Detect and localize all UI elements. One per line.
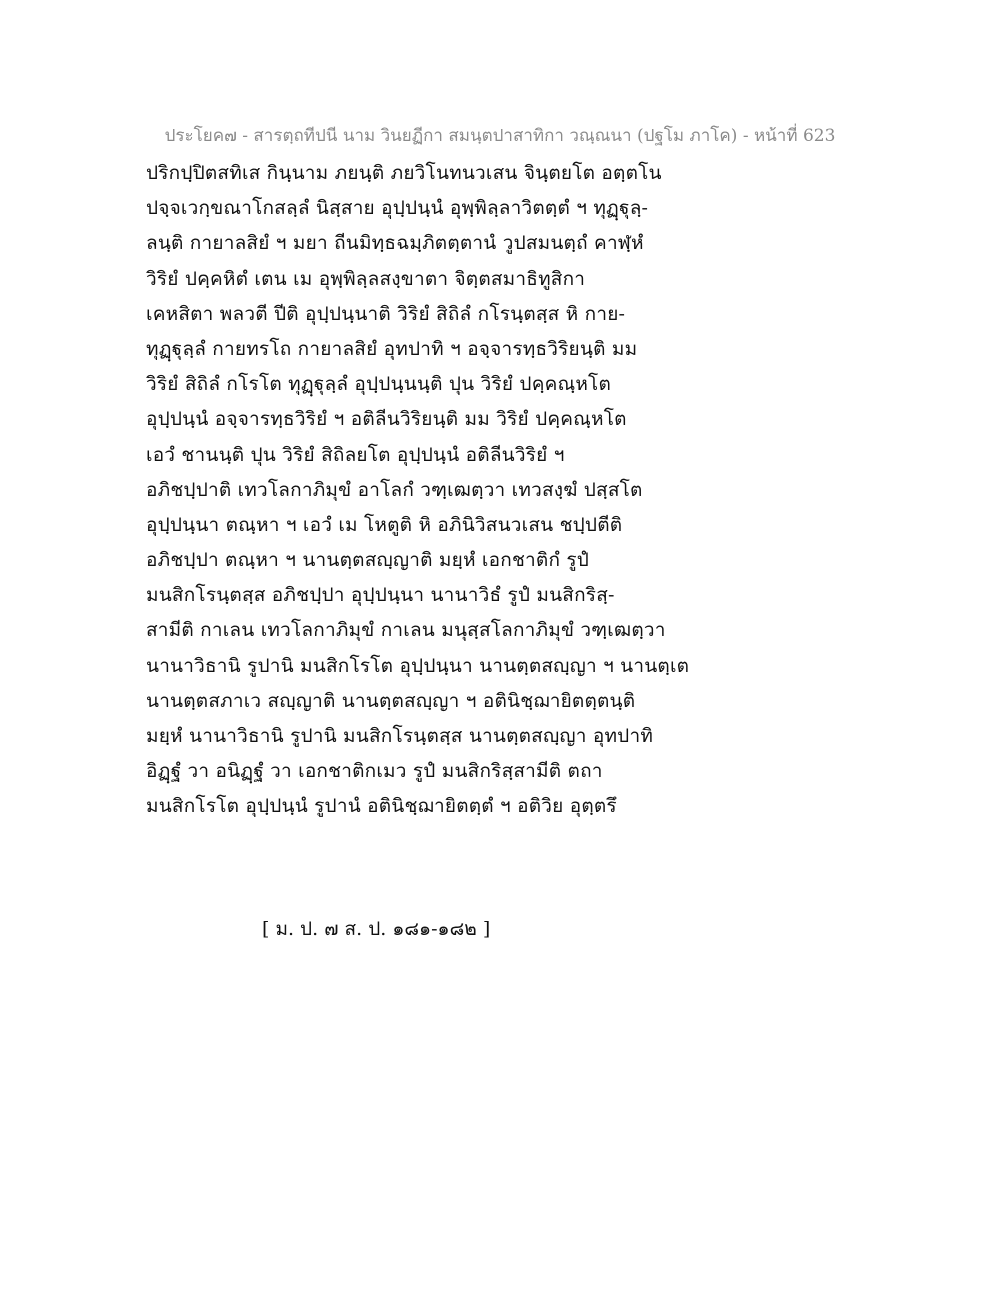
text-line: วิริยํ ปคฺคหิตํ เตน เม อุพฺพิลฺลสงฺขาตา จิตฺตสมาธิทูสิกา [146, 267, 586, 290]
text-line: อภิชปฺปา ตณฺหา ฯ นานตฺตสญฺญาติ มยฺหํ เอกชาติกํ รูปํ [146, 549, 590, 572]
text-line: อุปฺปนฺนา ตณฺหา ฯ เอวํ เม โหตูติ หิ อภินิวิสนวเสน ชปฺปตีติ [146, 513, 623, 536]
text-line: ปจฺจเวกฺขณาโกสลฺลํ นิสฺสาย อุปฺปนฺนํ อุพฺพิลฺลาวิตตฺตํ ฯ ทุฏฺฐุลฺ- [146, 197, 649, 220]
text-line: นานตฺตสภาเว สญฺญาติ นานตฺตสญฺญา ฯ อตินิชฺฌายิตตฺตนฺติ [146, 689, 636, 712]
text-line: ปริกปฺปิตสทิเส กินฺนาม ภยนฺติ ภยวิโนทนวเสน จินฺตยโต อตฺตโน [146, 162, 662, 184]
text-line: มยฺหํ นานาวิธานิ รูปานิ มนสิกโรนฺตสฺส นานตฺตสญฺญา อุทปาทิ [146, 725, 654, 747]
text-line: มนสิกโรนฺตสฺส อภิชปฺปา อุปฺปนฺนา นานาวิธํ รูปํ มนสิกริสฺ- [146, 584, 615, 607]
body-text [146, 156, 866, 825]
text-line: สามีติ กาเลน เทวโลกาภิมุขํ กาเลน มนุสฺสโลกาภิมุขํ วฑฺเฒตฺวา [146, 619, 666, 642]
running-header-text: ประโยค๗ - สารตฺถทีปนี นาม วินยฏีกา สมนฺตปาสาทิกา วณฺณนา (ปฐโม ภาโค) - หน้าที่ 623 [164, 126, 836, 146]
text-line: อภิชปฺปาติ เทวโลกาภิมุขํ อาโลกํ วฑฺเฒตฺวา เทวสงฺฆํ ปสฺสโต [146, 478, 643, 501]
text-line: เคหสิตา พลวตี ปีติ อุปฺปนฺนาติ วิริยํ สิถิลํ กโรนฺตสฺส หิ กาย- [146, 302, 626, 325]
running-header [0, 122, 1000, 149]
source-reference-text: [ ม. ป. ๗ ส. ป. ๑๘๑-๑๘๒ ] [262, 918, 491, 940]
text-line: ลนฺติ กายาลสิยํ ฯ มยา ถีนมิทฺธฉมฺภิตตฺตานํ วูปสมนตฺถํ คาฬฺหํ [146, 232, 644, 255]
text-line: เอวํ ชานนฺติ ปุน วิริยํ สิถิลยโต อุปฺปนฺนํ อติลีนวิริยํ ฯ [146, 443, 565, 466]
source-reference [262, 912, 490, 947]
text-line: อิฏฺฐํ วา อนิฏฺฐํ วา เอกชาติกเมว รูปํ มนสิกริสฺสามีติ ตถา [146, 760, 603, 783]
text-line: มนสิกโรโต อุปฺปนฺนํ รูปานํ อตินิชฺฌายิตตฺตํ ฯ อติวิย อุตฺตรึ [146, 795, 617, 818]
text-line: ทุฏฺฐุลฺลํ กายทรโถ กายาลสิยํ อุทปาทิ ฯ อจฺจารทฺธวิริยนฺติ มม [146, 337, 638, 360]
text-line: นานาวิธานิ รูปานิ มนสิกโรโต อุปฺปนฺนา นานตฺตสญฺญา ฯ นานตฺเต [146, 654, 690, 677]
text-line: วิริยํ สิถิลํ กโรโต ทุฏฺฐุลฺลํ อุปฺปนฺนนฺติ ปุน วิริยํ ปคฺคณฺหโต [146, 373, 612, 396]
text-line: อุปฺปนฺนํ อจฺจารทฺธวิริยํ ฯ อติลีนวิริยนฺติ มม วิริยํ ปคฺคณฺหโต [146, 408, 627, 431]
